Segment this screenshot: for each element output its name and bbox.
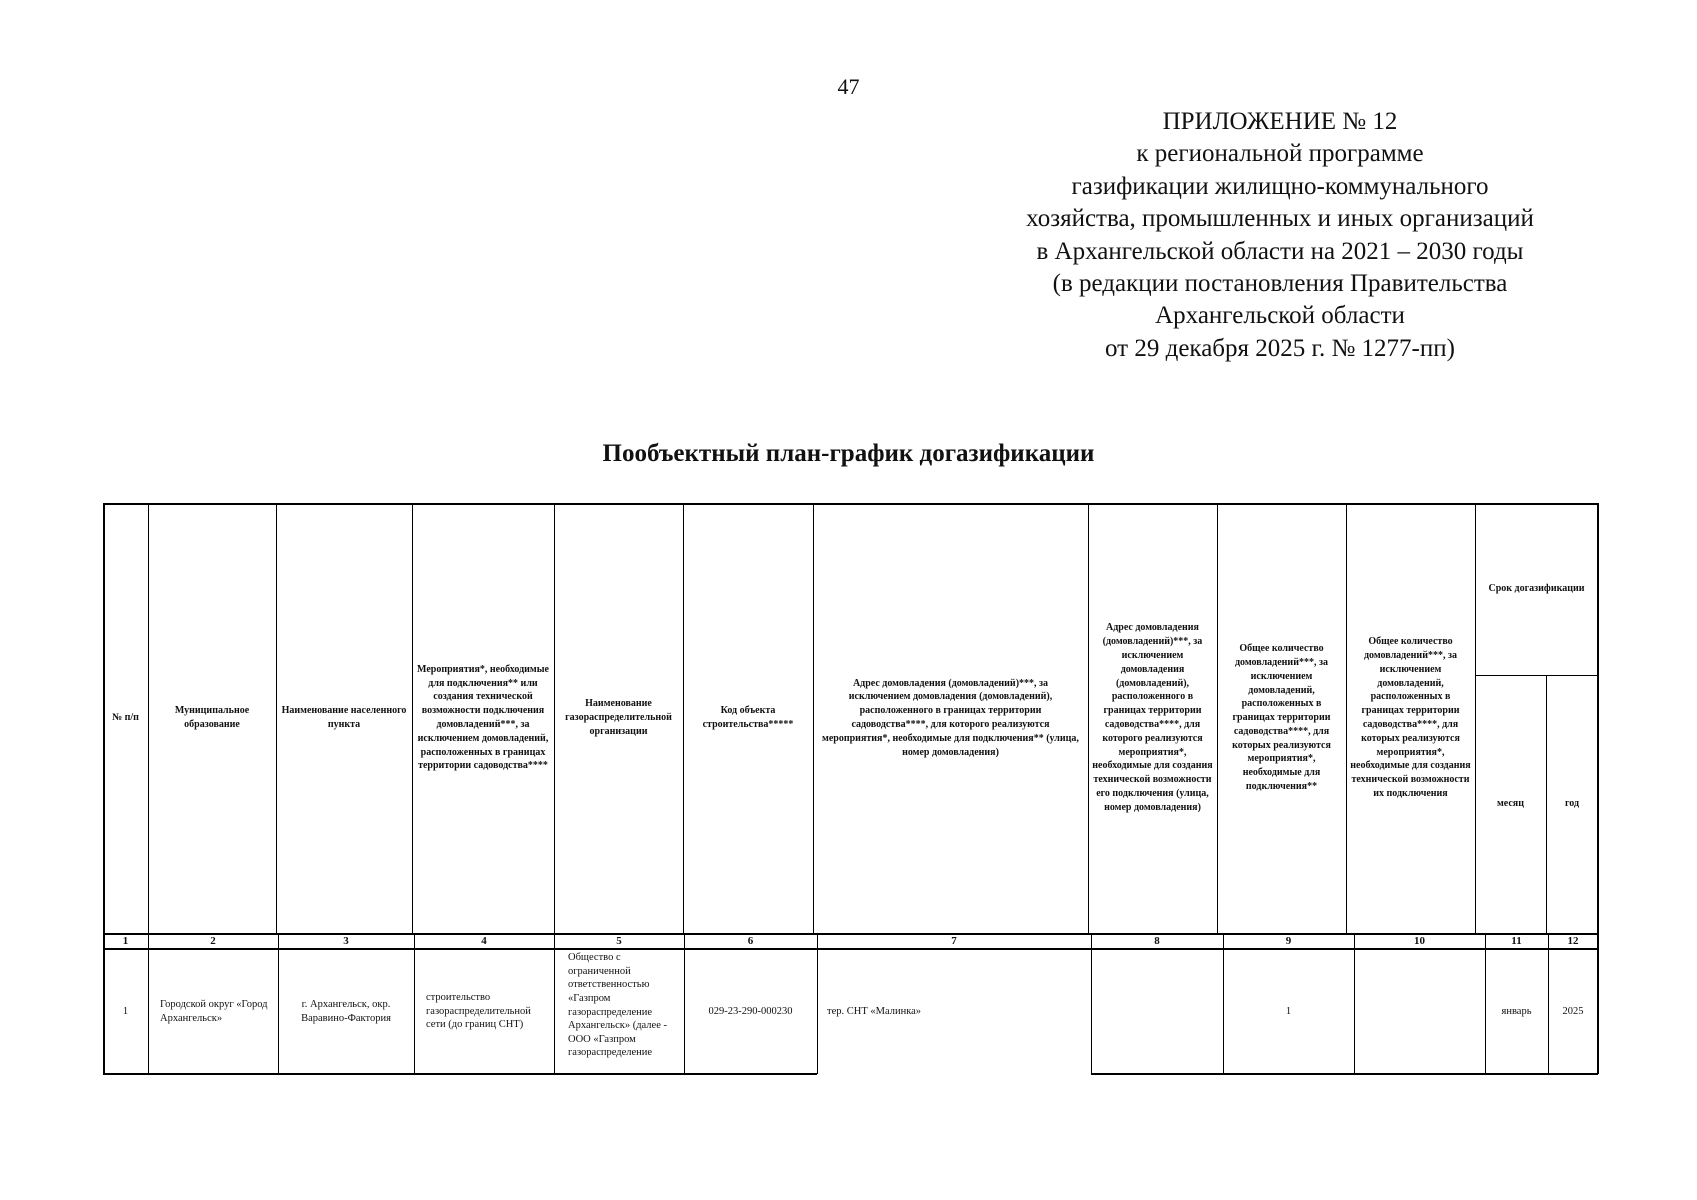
table-border — [148, 503, 149, 933]
appendix-line: к региональной программе — [1136, 140, 1424, 168]
table-border — [103, 948, 1598, 950]
cell-municipality: Городской округ «Город Архангельск» — [160, 998, 268, 1024]
document-title: Пообъектный план-график догазификации — [602, 440, 1095, 467]
table-border — [554, 503, 555, 933]
column-number: 1 — [122, 935, 129, 947]
header-count-connect: Общее количество домовладений***, за исключением домовладений, расположенных в границах территории садоводства****, для которых реализуются мероприятия*, необходимые для подключения** — [1232, 643, 1331, 793]
table-border — [103, 1073, 817, 1075]
table-border — [1223, 933, 1224, 1074]
header-term: Срок догазификации — [1488, 583, 1585, 595]
table-border — [1546, 675, 1547, 933]
table-border — [1091, 933, 1092, 1074]
cell-address: тер. СНТ «Малинка» — [827, 1005, 922, 1017]
table-border — [1354, 933, 1355, 1074]
header-num: № п/п — [112, 712, 139, 724]
header-month: месяц — [1497, 798, 1524, 810]
table-border — [1091, 1073, 1598, 1075]
page-number: 47 — [837, 74, 860, 99]
table-border — [1548, 933, 1549, 1074]
header-activities: Мероприятия*, необходимые для подключения** или создания технической возможности подключения домовладений***, за исключением домовладений, расположенных в границах территории садоводства**** — [417, 663, 549, 772]
table-border — [412, 503, 413, 933]
header-address-tech: Адрес домовладения (домовладений)***, за исключением домовладения (домовладений), расположенного в границах территории садоводства****, для которого реализуются мероприятия*, необходимые для создания технической возможности его подключения (улица, номер домовладения) — [1092, 622, 1213, 813]
cell-month: январь — [1501, 1005, 1532, 1017]
header-year: год — [1564, 798, 1580, 810]
appendix-line: (в редакции постановления Правительства — [1052, 270, 1508, 298]
column-number: 4 — [481, 935, 487, 947]
column-number: 6 — [747, 935, 754, 947]
table-border — [1217, 503, 1218, 933]
cell-gas-org: Общество с ограниченной ответственностью «Газпром газораспределение Архангельск» (далее - ООО «Газпром газораспределение — [568, 952, 667, 1059]
header-settlement: Наименование населенного пункта — [281, 705, 407, 730]
column-number: 3 — [343, 935, 349, 947]
plan-table — [103, 503, 1598, 1074]
header-count-tech: Общее количество домовладений***, за исключением домовладений, расположенных в границах территории садоводства****, для которых реализуются мероприятия*, необходимые для создания технической возможности их подключения — [1350, 636, 1471, 799]
appendix-heading — [980, 106, 1580, 365]
cell-row-number: 1 — [122, 1005, 129, 1017]
table-border — [1597, 503, 1599, 1074]
cell-activity: строительство газораспределительной сети (до границ СНТ) — [426, 992, 531, 1031]
header-gas-org: Наименование газораспределительной организации — [565, 698, 672, 737]
table-border — [1475, 503, 1476, 933]
column-number: 9 — [1285, 935, 1292, 947]
cell-address-tech — [1091, 949, 1223, 1074]
cell-settlement: г. Архангельск, окр. Варавино-Фактория — [301, 998, 391, 1024]
appendix-line: в Архангельской области на 2021 – 2030 годы — [1036, 237, 1524, 265]
table-border — [554, 933, 555, 1074]
column-number: 2 — [210, 935, 216, 947]
table-border — [1485, 933, 1486, 1074]
column-number: 12 — [1567, 935, 1579, 947]
table-border — [813, 503, 814, 933]
table-border — [1475, 675, 1598, 676]
table-border — [684, 933, 685, 1074]
table-border — [817, 933, 818, 1074]
column-number: 8 — [1154, 935, 1160, 947]
table-border — [103, 503, 105, 1074]
header-address-connect: Адрес домовладения (домовладений)***, за исключением домовладения (домовладений), расположенного в границах территории садоводства****, для которого реализуются мероприятия*, необходимые для подключения** (улица, номер домовладения) — [822, 677, 1079, 758]
appendix-line: хозяйства, промышленных и иных организаций — [1026, 205, 1534, 233]
table-border — [1088, 503, 1089, 933]
table-border — [414, 933, 415, 1074]
appendix-line: от 29 декабря 2025 г. № 1277-пп) — [1105, 334, 1455, 362]
cell-count-tech — [1354, 949, 1485, 1074]
cell-object-code: 029-23-290-000230 — [708, 1005, 793, 1017]
cell-year: 2025 — [1562, 1005, 1584, 1017]
table-border — [683, 503, 684, 933]
column-number: 10 — [1414, 935, 1425, 947]
column-number: 7 — [951, 935, 957, 947]
table-border — [148, 933, 149, 1074]
cell-count-connect: 1 — [1285, 1005, 1292, 1017]
header-object-code: Код объекта строительства***** — [702, 705, 794, 730]
appendix-line: Архангельской области — [1155, 302, 1405, 330]
appendix-line: газификации жилищно-коммунального — [1071, 172, 1489, 200]
appendix-line: ПРИЛОЖЕНИЕ № 12 — [1162, 108, 1398, 135]
table-border — [276, 503, 277, 933]
column-number: 11 — [1511, 935, 1522, 947]
header-municipality: Муниципальное образование — [174, 705, 250, 730]
table-border — [1346, 503, 1347, 933]
table-border — [103, 503, 1598, 505]
column-number: 5 — [616, 935, 622, 947]
table-border — [103, 933, 1598, 935]
table-border — [278, 933, 279, 1074]
